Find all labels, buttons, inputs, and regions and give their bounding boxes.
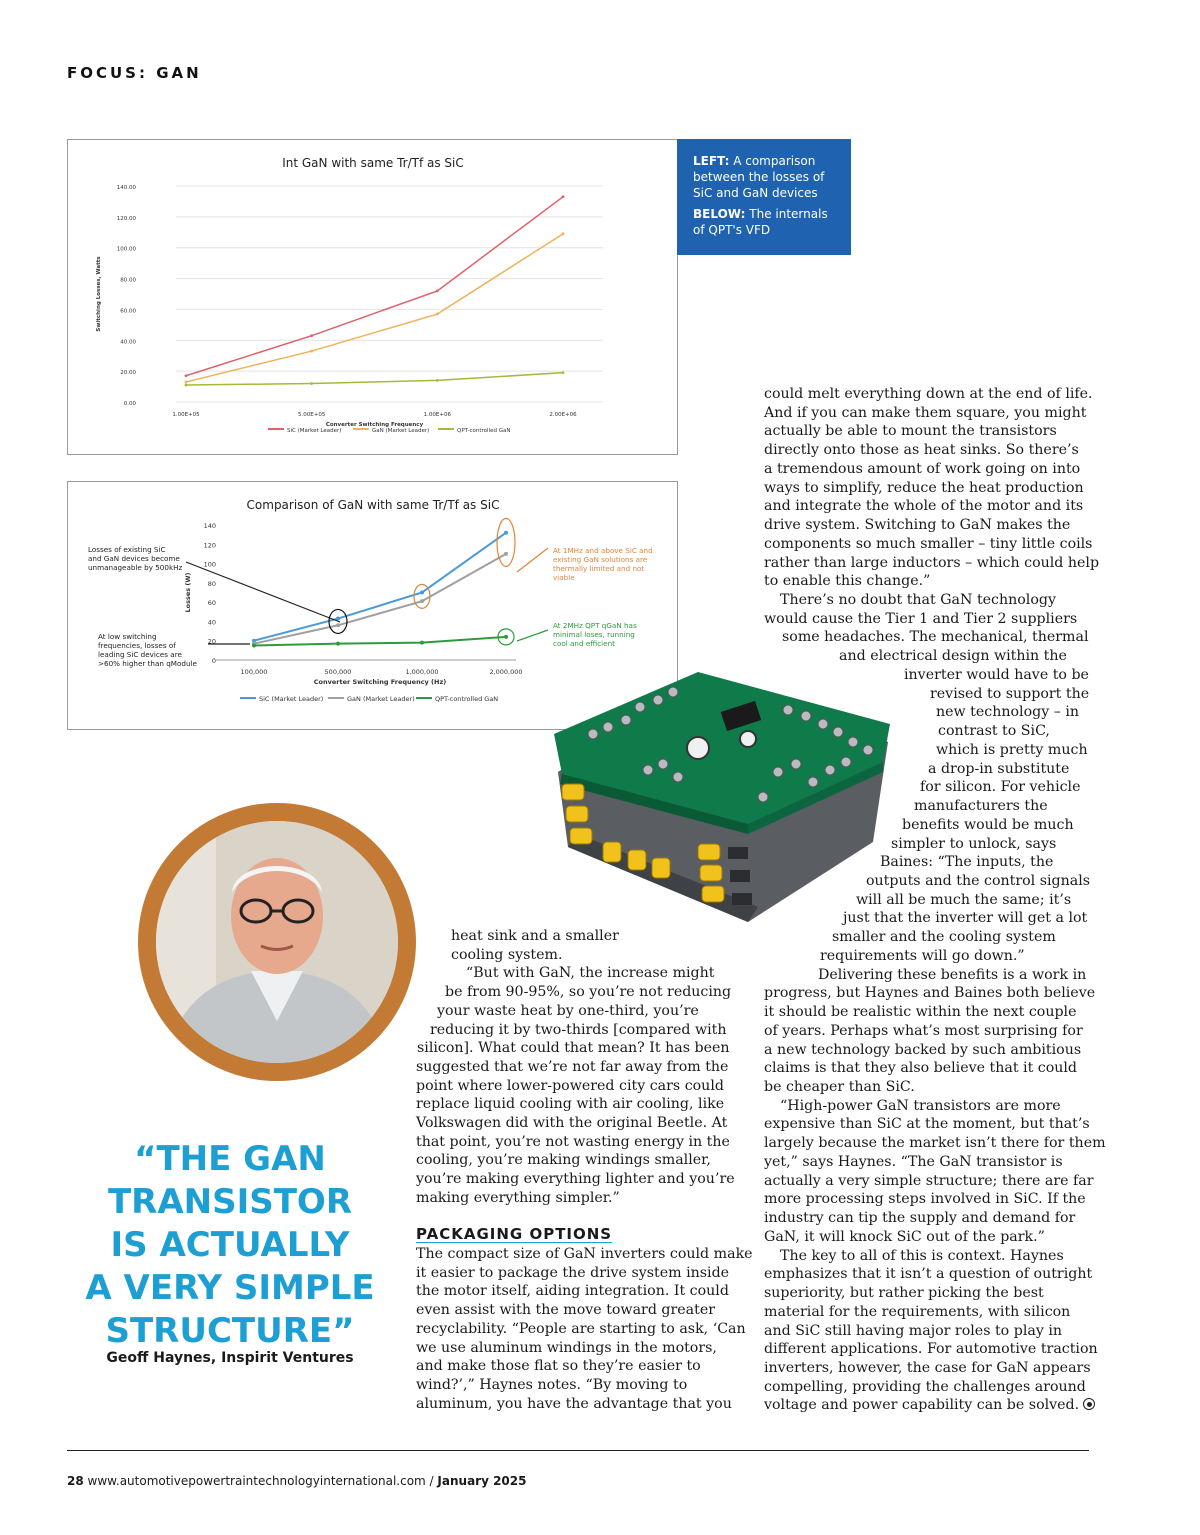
data-point	[562, 195, 565, 198]
annotation-text: >60% higher than qModule	[98, 659, 197, 668]
y-tick-label: 140.00	[116, 185, 136, 191]
series-line	[254, 637, 506, 646]
figure-caption	[677, 139, 851, 255]
annotation-text: and GaN devices become	[88, 554, 180, 563]
legend-label: QPT-controlled GaN	[457, 428, 511, 434]
pull-quote-line: STRUCTURE”	[105, 1311, 355, 1351]
inverter-module-photo	[548, 672, 894, 930]
article-line: actually a very simple structure; there are far	[764, 1172, 1094, 1189]
article-line: replace liquid cooling with air cooling, like	[416, 1096, 725, 1113]
legend-label: GaN (Market Leader)	[347, 695, 415, 703]
article-line: actually be able to mount the transistors	[764, 423, 1057, 440]
data-point	[336, 642, 340, 646]
article-line: benefits would be much	[902, 816, 1074, 833]
article-line: be cheaper than SiC.	[764, 1079, 915, 1095]
x-axis-label: Converter Switching Frequency	[325, 422, 424, 428]
pull-quote-line: “THE GAN	[134, 1139, 326, 1179]
x-tick-label: 1,000,000	[405, 668, 439, 676]
chart-1	[68, 140, 677, 454]
y-tick-label: 120	[203, 541, 216, 550]
y-tick-label: 40.00	[120, 339, 136, 346]
y-tick-label: 120.00	[116, 215, 136, 222]
article-line: wind?’,” Haynes notes. “By moving to	[416, 1376, 688, 1393]
end-of-article-icon	[1083, 1398, 1095, 1410]
annotation-arrow	[517, 548, 548, 572]
article-line: will all be much the same; it’s	[856, 891, 1072, 908]
y-tick-label: 20.00	[120, 370, 136, 377]
article-line: rather than large inductors – which could help	[764, 554, 1100, 571]
article-line: silicon]. What could that mean? It has been	[417, 1040, 730, 1057]
article-line: industry can tip the supply and demand for	[764, 1210, 1076, 1227]
article-line: be from 90-95%, so you’re not reducing	[445, 984, 732, 1001]
article-line: could melt everything down at the end of life.	[764, 386, 1093, 402]
footer	[67, 1474, 526, 1488]
y-tick-label: 80.00	[120, 277, 136, 284]
article-line: making everything simpler.”	[416, 1189, 620, 1206]
y-tick-label: 20	[207, 637, 216, 646]
article-line: you’re making everything lighter and you’re	[416, 1171, 735, 1188]
article-line: outputs and the control signals	[866, 872, 1091, 889]
annotation-text: frequencies, losses of	[98, 641, 176, 650]
legend-label: SiC (Market Leader)	[287, 428, 342, 434]
article-line: suggested that we’re not far away from the	[416, 1058, 729, 1075]
data-point	[336, 617, 340, 621]
article-line: Baines: “The inputs, the	[880, 854, 1054, 871]
data-point	[185, 384, 188, 387]
article-line: that point, you’re not wasting energy in the	[416, 1133, 730, 1150]
article-line: and make those flat so they’re easier to	[416, 1358, 701, 1375]
y-tick-label: 100	[203, 560, 216, 569]
data-point	[504, 531, 508, 535]
subheading-packaging-options: PACKAGING OPTIONS	[416, 1225, 613, 1243]
annotation-arrow	[517, 630, 548, 641]
chart-title: Int GaN with same Tr/Tf as SiC	[282, 156, 464, 170]
article-line: recyclability. “People are starting to ask, ‘Can	[416, 1320, 746, 1337]
article-line: heat sink and a smaller	[451, 928, 619, 944]
pull-quote-line: IS ACTUALLY	[110, 1225, 350, 1265]
annotation-text: At low switching	[98, 632, 157, 641]
article-line: your waste heat by one-third, you’re	[437, 1002, 699, 1019]
article-line: components so much smaller – tiny little coils	[764, 535, 1093, 552]
annotation-text: thermally limited and not	[553, 564, 645, 573]
y-tick-label: 0	[211, 657, 216, 665]
article-line: more processing steps involved in SiC. If the	[764, 1191, 1086, 1208]
article-line: largely because the market isn’t there for them	[764, 1135, 1106, 1152]
y-tick-label: 40	[207, 618, 216, 627]
article-line: Volkswagen did with the original Beetle. At	[416, 1115, 728, 1131]
article-line: progress, but Haynes and Baines both believe	[764, 985, 1096, 1002]
x-tick-label: 2.00E+06	[549, 412, 577, 418]
article-line: superiority, but rather picking the best	[764, 1285, 1044, 1302]
article-line: directly onto those as heat sinks. So there’s	[764, 442, 1079, 459]
x-tick-label: 5.00E+05	[298, 412, 326, 418]
caption-left-text: A comparison between the losses of SiC and GaN devices	[693, 154, 825, 200]
article-line: simpler to unlock, says	[891, 835, 1057, 852]
portrait-photo	[156, 821, 398, 1063]
y-tick-label: 60.00	[120, 308, 136, 315]
article-line: it easier to package the drive system inside	[416, 1264, 730, 1281]
article-line: cooling, you’re making windings smaller,	[416, 1152, 711, 1169]
article-line: revised to support the	[930, 685, 1090, 702]
article-line: And if you can make them square, you might	[764, 404, 1087, 421]
article-line: emphasizes that it isn’t a question of outright	[764, 1266, 1093, 1283]
article-line: contrast to SiC,	[938, 723, 1050, 740]
data-point	[252, 644, 256, 648]
data-point	[504, 635, 508, 639]
chart-1-frame	[67, 139, 678, 455]
data-point	[420, 599, 424, 603]
article-line: the motor itself, aiding integration. It could	[416, 1283, 729, 1300]
person-illustration	[156, 821, 398, 1063]
article-line: a tremendous amount of work going on into	[764, 460, 1081, 477]
x-tick-label: 1.00E+05	[172, 412, 200, 418]
article-line: even assist with the move toward greater	[416, 1302, 716, 1319]
data-point	[310, 350, 313, 353]
data-point	[504, 552, 508, 556]
chart-title: Comparison of GaN with same Tr/Tf as SiC	[246, 498, 500, 512]
article-line: a new technology backed by such ambitious	[764, 1041, 1082, 1058]
y-tick-label: 140	[203, 522, 216, 530]
annotation-text: minimal loses, running	[553, 630, 635, 639]
x-axis-label: Converter Switching Frequency (Hz)	[313, 678, 447, 686]
y-axis-label: Switching Losses, Watts	[96, 256, 102, 332]
article-line: “High-power GaN transistors are more	[780, 1097, 1061, 1114]
data-point	[420, 641, 424, 645]
highlight-ellipse	[414, 584, 430, 608]
article-line: different applications. For automotive traction	[764, 1341, 1098, 1358]
article-line: smaller and the cooling system	[832, 929, 1056, 946]
series-line	[254, 533, 506, 641]
caption-below-label: BELOW:	[693, 207, 746, 221]
x-tick-label: 2,000,000	[489, 668, 523, 676]
article-line: drive system. Switching to GaN makes the	[764, 517, 1071, 534]
article-line: requirements will go down.”	[820, 947, 1025, 964]
annotation-text: existing GaN solutions are	[553, 555, 648, 564]
quote-attribution: Geoff Haynes, Inspirit Ventures	[106, 1350, 354, 1366]
article-line: a drop-in substitute	[928, 760, 1070, 777]
article-line: and SiC still having major roles to play in	[764, 1322, 1063, 1339]
article-line: for silicon. For vehicle	[920, 779, 1081, 796]
series-line	[186, 234, 563, 382]
article-line: it should be realistic within the next couple	[764, 1004, 1077, 1021]
article-line: “But with GaN, the increase might	[466, 965, 715, 982]
x-tick-label: 1.00E+06	[423, 412, 451, 418]
article-line: The compact size of GaN inverters could make	[416, 1246, 753, 1262]
article-line: point where lower-powered city cars could	[416, 1077, 724, 1094]
legend-label: SiC (Market Leader)	[259, 695, 324, 703]
data-point	[310, 382, 313, 385]
article-line: ways to simplify, reduce the heat production	[764, 479, 1084, 496]
article-line: voltage and power capability can be solved.	[764, 1396, 1095, 1415]
article-line: expensive than SiC at the moment, but that’s	[764, 1116, 1090, 1133]
footer-url: www.automotivepowertraintechnologyinternational.com /	[87, 1474, 434, 1488]
section-label: FOCUS: GAN	[67, 64, 202, 82]
annotation-arrow	[186, 562, 340, 622]
article-line: There’s no doubt that GaN technology	[780, 592, 1056, 609]
article-line: GaN, it will knock SiC out of the park.”	[764, 1228, 1045, 1245]
x-tick-label: 500,000	[324, 668, 352, 676]
article-line: would cause the Tier 1 and Tier 2 suppliers	[764, 610, 1078, 627]
annotation-text: At 2MHz QPT qGaN has	[553, 621, 637, 630]
article-line: some headaches. The mechanical, thermal	[782, 629, 1089, 646]
article-line: just that the inverter will get a lot	[843, 910, 1088, 927]
data-point	[436, 379, 439, 382]
article-line: inverter would have to be	[904, 666, 1089, 683]
y-tick-label: 60	[207, 599, 216, 608]
data-point	[185, 381, 188, 384]
article-line: compelling, providing the challenges around	[764, 1378, 1086, 1395]
article-line: inverters, however, the case for GaN appears	[764, 1359, 1091, 1376]
article-line: The key to all of this is context. Haynes	[780, 1247, 1064, 1264]
y-tick-label: 80	[207, 579, 216, 588]
article-line: of years. Perhaps what’s most surprising for	[764, 1022, 1083, 1039]
y-tick-label: 100.00	[116, 246, 136, 253]
data-point	[562, 232, 565, 235]
y-axis-label: Losses (W)	[184, 572, 192, 613]
article-line: claims is that they also believe that it could	[764, 1060, 1078, 1077]
series-line	[186, 373, 563, 385]
data-point	[185, 374, 188, 377]
data-point	[562, 371, 565, 374]
article-line: cooling system.	[451, 946, 563, 963]
article-line: which is pretty much	[936, 741, 1088, 758]
article-line: material for the requirements, with silicon	[764, 1303, 1071, 1320]
article-line: and electrical design within the	[839, 648, 1067, 665]
portrait-frame	[138, 803, 416, 1081]
x-tick-label: 100,000	[240, 668, 268, 676]
legend-label: QPT-controlled GaN	[435, 695, 499, 703]
article-line: aluminum, you have the advantage that you	[416, 1395, 732, 1412]
highlight-ellipse	[497, 518, 515, 566]
data-point	[436, 290, 439, 293]
caption-left-label: LEFT:	[693, 154, 730, 168]
article-line: we use aluminum windings in the motors,	[416, 1339, 717, 1356]
y-tick-label: 0.00	[123, 401, 136, 407]
article-line: to enable this change.”	[764, 573, 931, 590]
data-point	[420, 591, 424, 595]
article-line: Delivering these benefits is a work in	[818, 966, 1087, 983]
legend-label: GaN (Market Leader)	[372, 428, 430, 434]
article-line: and integrate the whole of the motor and its	[764, 498, 1084, 515]
article-line: reducing it by two-thirds [compared with	[430, 1021, 727, 1038]
annotation-text: At 1MHz and above SiC and	[553, 546, 653, 555]
annotation-text: cool and efficient	[553, 639, 615, 648]
issue-date: January 2025	[437, 1474, 527, 1488]
annotation-text: leading SiC devices are	[98, 650, 182, 659]
footer-divider	[67, 1450, 1089, 1451]
pull-quote-line: TRANSISTOR	[107, 1182, 353, 1222]
article-line: yet,” says Haynes. “The GaN transistor is	[764, 1153, 1063, 1170]
annotation-text: unmanageable by 500kHz	[88, 563, 183, 572]
caption-below-text: The internals of QPT's VFD	[693, 207, 828, 237]
page-number: 28	[67, 1474, 84, 1488]
pull-quote	[80, 1138, 380, 1353]
article-line: manufacturers the	[914, 798, 1048, 815]
annotation-text: Losses of existing SiC	[88, 545, 166, 554]
pull-quote-line: A VERY SIMPLE	[85, 1268, 375, 1308]
annotation-text: viable	[553, 573, 575, 582]
data-point	[436, 313, 439, 316]
series-line	[186, 197, 563, 376]
data-point	[336, 623, 340, 627]
article-line: new technology – in	[936, 704, 1080, 721]
data-point	[310, 334, 313, 337]
